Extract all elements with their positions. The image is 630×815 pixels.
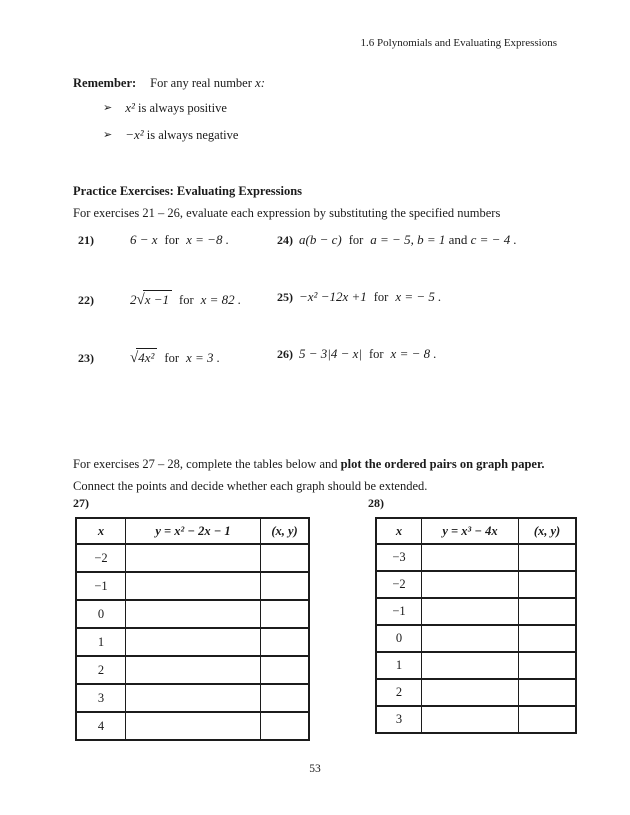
x-value-cell: 1 bbox=[76, 628, 126, 656]
exercise-24 bbox=[277, 232, 517, 248]
tables-intro-line2: Connect the points and decide whether each graph should be extended. bbox=[73, 479, 428, 493]
section-header: 1.6 Polynomials and Evaluating Expressions bbox=[360, 37, 557, 49]
pair-cell-empty bbox=[519, 598, 577, 625]
table-row bbox=[376, 598, 576, 625]
exercise-number: 26) bbox=[277, 347, 293, 361]
col-header-x: x bbox=[76, 518, 126, 544]
remember-bullet-1 bbox=[103, 100, 227, 116]
table-28-label: 28) bbox=[368, 496, 384, 510]
y-value-cell-empty bbox=[422, 625, 519, 652]
exercise-condition: x = − 5 . bbox=[395, 289, 442, 304]
and-word: and bbox=[448, 232, 468, 247]
y-value-cell-empty bbox=[422, 652, 519, 679]
y-value-cell-empty bbox=[126, 656, 261, 684]
pair-cell-empty bbox=[261, 544, 310, 572]
pair-cell-empty bbox=[519, 679, 577, 706]
for-word: for bbox=[348, 233, 364, 247]
table-row bbox=[76, 572, 309, 600]
table-row bbox=[376, 625, 576, 652]
exercise-condition: x = − 8 . bbox=[390, 346, 437, 361]
pair-cell-empty bbox=[261, 628, 310, 656]
pair-cell-empty bbox=[261, 600, 310, 628]
for-word: for bbox=[179, 293, 194, 307]
y-value-cell-empty bbox=[126, 572, 261, 600]
y-value-cell-empty bbox=[126, 544, 261, 572]
table-27-label: 27) bbox=[73, 496, 89, 510]
pair-cell-empty bbox=[261, 656, 310, 684]
exercise-21 bbox=[78, 232, 229, 248]
exercise-number: 22) bbox=[78, 293, 94, 307]
exercise-number: 23) bbox=[78, 351, 94, 365]
pair-cell-empty bbox=[519, 652, 577, 679]
page-number: 53 bbox=[309, 763, 321, 775]
pair-cell-empty bbox=[519, 706, 577, 733]
table-header-row bbox=[76, 518, 309, 544]
for-word: for bbox=[164, 351, 179, 365]
table-row bbox=[376, 652, 576, 679]
col-header-xy-pair: (x, y) bbox=[519, 518, 577, 544]
tables-intro-line1 bbox=[73, 457, 544, 472]
exercise-expression: −x² −12x +1 bbox=[299, 289, 367, 304]
table-row bbox=[76, 684, 309, 712]
x-value-cell: 3 bbox=[376, 706, 422, 733]
y-value-cell-empty bbox=[422, 706, 519, 733]
table-row bbox=[376, 679, 576, 706]
remember-var: x: bbox=[255, 75, 266, 90]
y-value-cell-empty bbox=[422, 679, 519, 706]
col-header-formula: y = x³ − 4x bbox=[422, 518, 519, 544]
y-value-cell-empty bbox=[422, 544, 519, 571]
arrowhead-bullet-icon: ➢ bbox=[103, 102, 113, 114]
exercise-condition: c = − 4 . bbox=[467, 232, 517, 247]
pair-cell-empty bbox=[519, 625, 577, 652]
x-value-cell: 3 bbox=[76, 684, 126, 712]
col-header-formula: y = x² − 2x − 1 bbox=[126, 518, 261, 544]
y-value-cell-empty bbox=[126, 600, 261, 628]
exercise-condition: x = 82 . bbox=[200, 292, 242, 307]
col-header-xy-pair: (x, y) bbox=[261, 518, 310, 544]
table-row bbox=[376, 571, 576, 598]
x-value-cell: 2 bbox=[376, 679, 422, 706]
pair-cell-empty bbox=[261, 572, 310, 600]
pair-cell-empty bbox=[261, 712, 310, 740]
table-header-row bbox=[376, 518, 576, 544]
intro-normal: For exercises 27 – 28, complete the tables below and bbox=[73, 457, 341, 471]
exercise-23 bbox=[78, 350, 220, 367]
x-value-cell: 1 bbox=[376, 652, 422, 679]
x-value-cell: −1 bbox=[376, 598, 422, 625]
x-value-cell: 0 bbox=[76, 600, 126, 628]
radicand: 4x² bbox=[136, 348, 157, 365]
x-value-cell: 4 bbox=[76, 712, 126, 740]
exercise-condition: x = 3 . bbox=[185, 350, 221, 365]
x-value-cell: −3 bbox=[376, 544, 422, 571]
remember-bullet-2 bbox=[103, 127, 238, 143]
radicand: x −1 bbox=[143, 290, 172, 307]
table-27 bbox=[75, 517, 310, 741]
table-row bbox=[76, 600, 309, 628]
table-row bbox=[76, 656, 309, 684]
exercise-condition: a = − 5, b = 1 bbox=[370, 232, 449, 247]
y-value-cell-empty bbox=[422, 598, 519, 625]
exercise-expression: a(b − c) bbox=[299, 232, 342, 247]
radical-sign-icon: √ bbox=[130, 350, 138, 366]
table-row bbox=[376, 544, 576, 571]
remember-label: Remember: bbox=[73, 76, 137, 90]
exercise-number: 25) bbox=[277, 290, 293, 304]
exercise-number: 24) bbox=[277, 233, 293, 247]
col-header-x: x bbox=[376, 518, 422, 544]
exercise-condition: x = −8 . bbox=[186, 232, 229, 247]
exercise-expression: 6 − x bbox=[130, 232, 158, 247]
table-row bbox=[376, 706, 576, 733]
table-row bbox=[76, 628, 309, 656]
radical-sign-icon: √ bbox=[136, 292, 144, 308]
x-value-cell: 2 bbox=[76, 656, 126, 684]
exercise-number: 21) bbox=[78, 233, 94, 247]
practice-heading: Practice Exercises: Evaluating Expressions bbox=[73, 184, 303, 198]
remember-line bbox=[73, 75, 265, 91]
table-row bbox=[76, 712, 309, 740]
exercise-26 bbox=[277, 346, 437, 362]
y-value-cell-empty bbox=[422, 571, 519, 598]
exercise-22 bbox=[78, 292, 241, 309]
y-value-cell-empty bbox=[126, 684, 261, 712]
table-28 bbox=[375, 517, 577, 734]
x-value-cell: −2 bbox=[376, 571, 422, 598]
remember-intro: For any real number bbox=[150, 76, 255, 90]
y-value-cell-empty bbox=[126, 712, 261, 740]
radical-coefficient: 2 bbox=[130, 292, 137, 307]
x-value-cell: 0 bbox=[376, 625, 422, 652]
exercise-expression bbox=[130, 292, 172, 307]
for-word: for bbox=[164, 233, 180, 247]
pair-cell-empty bbox=[519, 544, 577, 571]
y-value-cell-empty bbox=[126, 628, 261, 656]
exercise-25 bbox=[277, 289, 441, 305]
x-value-cell: −1 bbox=[76, 572, 126, 600]
for-word: for bbox=[373, 290, 389, 304]
bullet-text: is always negative bbox=[143, 128, 239, 142]
intro-bold: plot the ordered pairs on graph paper. bbox=[340, 457, 545, 471]
bullet-math: x² bbox=[125, 100, 135, 115]
arrowhead-bullet-icon: ➢ bbox=[103, 129, 113, 141]
x-value-cell: −2 bbox=[76, 544, 126, 572]
for-word: for bbox=[368, 347, 384, 361]
pair-cell-empty bbox=[519, 571, 577, 598]
practice-intro: For exercises 21 – 26, evaluate each expression by substituting the specified numbers bbox=[73, 206, 501, 220]
bullet-math: −x² bbox=[125, 127, 144, 142]
pair-cell-empty bbox=[261, 684, 310, 712]
bullet-text: is always positive bbox=[134, 101, 227, 115]
exercise-expression bbox=[130, 350, 157, 365]
exercise-expression: 5 − 3|4 − x| bbox=[299, 346, 362, 361]
table-row bbox=[76, 544, 309, 572]
